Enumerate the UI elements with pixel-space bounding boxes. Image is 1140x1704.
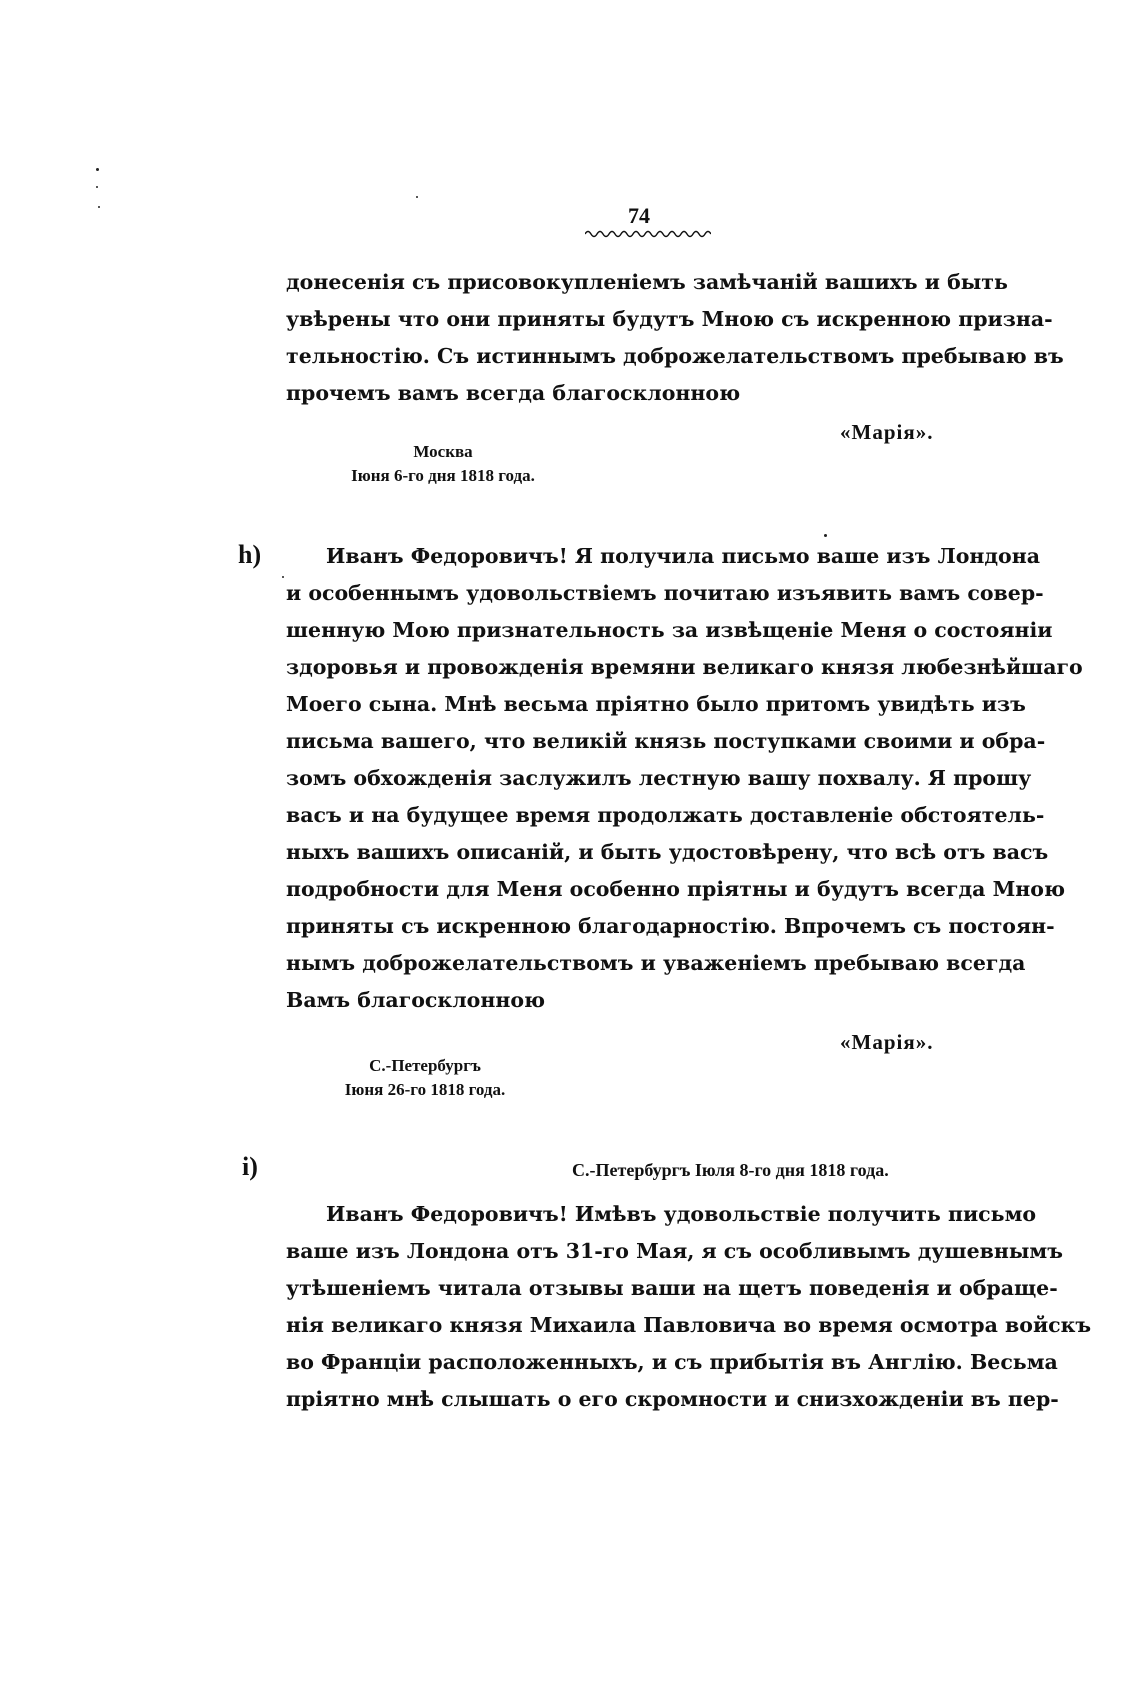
- signature: «Марія».: [840, 1030, 934, 1054]
- text-line: увѣрены что они приняты будутъ Мною съ искренною призна-: [286, 307, 1053, 331]
- text-line: пріятно мнѣ слышать о его скромности и снизхожденіи въ пер-: [286, 1387, 1059, 1411]
- letter-h-body: [286, 538, 1083, 1019]
- text-line: ваше изъ Лондона отъ 31-го Мая, я съ особливымъ душевнымъ: [286, 1239, 1063, 1263]
- text-line: во Франціи расположенныхъ, и съ прибытія въ Англію. Весьма: [286, 1350, 1058, 1374]
- text-line: Иванъ Федоровичъ! Я получила письмо ваше изъ Лондона: [326, 544, 1041, 568]
- text-line: донесенія съ присовокупленіемъ замѣчаній вашихъ и быть: [286, 270, 1008, 294]
- text-line: васъ и на будущее время продолжать доставленіе обстоятель-: [286, 803, 1045, 827]
- text-line: здоровья и провожденія времяни великаго князя любезнѣйшаго: [286, 655, 1083, 679]
- scan-speck: [416, 196, 418, 198]
- text-line: подробности для Меня особенно пріятны и будутъ всегда Мною: [286, 877, 1065, 901]
- date: Іюня 6-го дня 1818 года.: [351, 466, 535, 485]
- text-line: Вамъ благосклонною: [286, 988, 546, 1012]
- text-line: приняты съ искренною благодарностію. Впрочемъ съ постоян-: [286, 914, 1055, 938]
- date: Іюня 26-го 1818 года.: [344, 1080, 506, 1099]
- text-line: письма вашего, что великій князь поступками своими и обра-: [286, 729, 1046, 753]
- scan-speck: [282, 576, 284, 578]
- letter-heading-date: С.-Петербургъ Іюля 8-го дня 1818 года.: [572, 1160, 889, 1180]
- scan-speck: [824, 534, 827, 537]
- page-number: 74: [628, 203, 650, 228]
- text-line: и особеннымъ удовольствіемъ почитаю изъявить вамъ совер-: [286, 581, 1044, 605]
- text-line: зомъ обхожденія заслужилъ лестную вашу похвалу. Я прошу: [286, 766, 1032, 790]
- text-line: ныхъ вашихъ описаній, и быть удостовѣрену, что всѣ отъ васъ: [286, 840, 1049, 864]
- text-line: шенную Мою признательность за извѣщеніе Меня о состояніи: [286, 618, 1053, 642]
- text-line: утѣшеніемъ читала отзывы ваши на щетъ поведенія и обраще-: [286, 1276, 1058, 1300]
- text-line: Моего сына. Мнѣ весьма пріятно было притомъ увидѣть изъ: [286, 692, 1026, 716]
- text-line: Иванъ Федоровичъ! Имѣвъ удовольствіе получить письмо: [326, 1202, 1037, 1226]
- place-date-block: [318, 440, 568, 488]
- text-line: тельностію. Съ истиннымъ доброжелательствомъ пребываю въ: [286, 344, 1064, 368]
- place-date-block: [300, 1054, 550, 1102]
- letter-i-body: [286, 1196, 1092, 1418]
- text-line: нымъ доброжелательствомъ и уваженіемъ пребываю всегда: [286, 951, 1026, 975]
- signature: «Марія».: [840, 420, 934, 444]
- section-marker: i): [242, 1152, 258, 1181]
- section-marker: h): [238, 540, 262, 569]
- place: Москва: [413, 442, 473, 461]
- page-number-ornament: [585, 228, 711, 240]
- text-line: прочемъ вамъ всегда благосклонною: [286, 381, 741, 405]
- scan-speck: [96, 186, 98, 188]
- scan-speck: [98, 206, 100, 208]
- text-line: нія великаго князя Михаила Павловича во время осмотра войскъ: [286, 1313, 1092, 1337]
- scan-speck: [96, 168, 99, 171]
- place: С.-Петербургъ: [369, 1056, 481, 1075]
- letter-g-body: [286, 264, 1064, 412]
